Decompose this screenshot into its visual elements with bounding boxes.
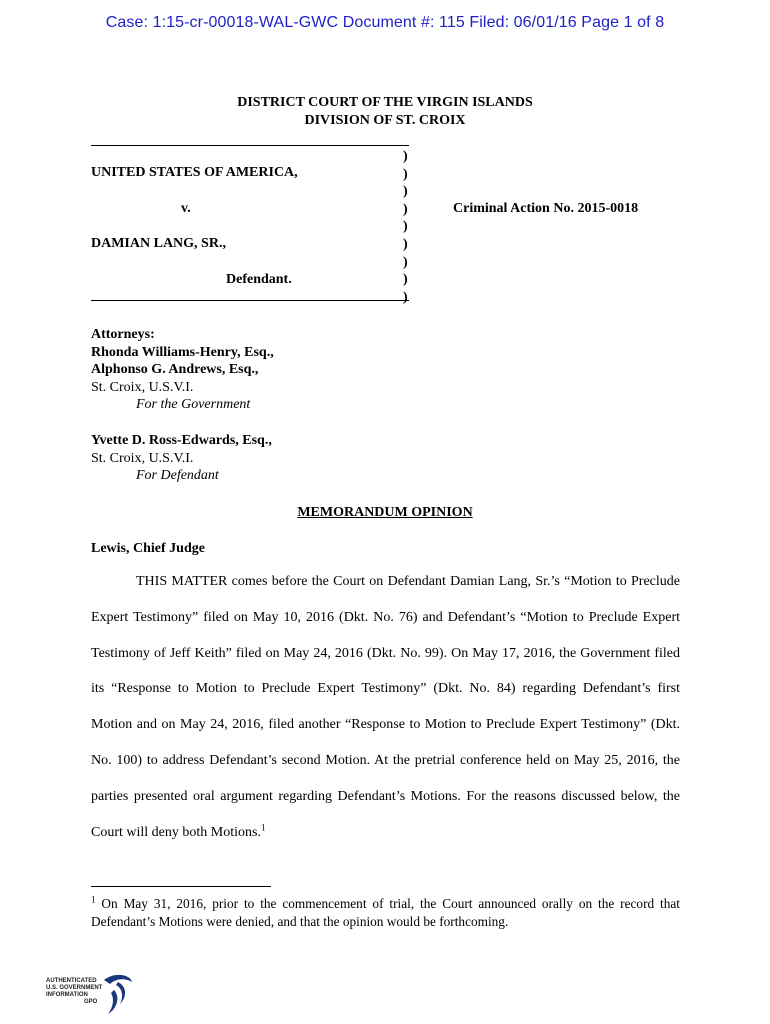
gpo-authentication-logo bbox=[44, 972, 134, 1018]
attorney-name: Alphonso G. Andrews, Esq., bbox=[91, 362, 259, 377]
caption-defendant-role: Defendant. bbox=[226, 272, 292, 287]
case-stamp: Case: 1:15-cr-00018-WAL-GWC Document #: 115 Filed: 06/01/16 Page 1 of 8 bbox=[105, 14, 665, 31]
attorney-name: Rhonda Williams-Henry, Esq., bbox=[91, 344, 274, 360]
case-number: Criminal Action No. 2015-0018 bbox=[453, 201, 639, 216]
attorney-name: Yvette D. Ross-Edwards, Esq., bbox=[91, 433, 272, 448]
court-division: DIVISION OF ST. CROIX bbox=[304, 113, 466, 128]
government-attorneys bbox=[91, 326, 274, 414]
footnote-text: On May 31, 2016, prior to the commencement of trial, the Court announced orally on the record that Defendant’s Motions were denied, and that the opinion would be forthcoming. bbox=[91, 896, 680, 929]
caption-versus: v. bbox=[181, 201, 191, 216]
attorney-role: For Defendant bbox=[136, 468, 219, 483]
court-name: DISTRICT COURT OF THE VIRGIN ISLANDS bbox=[237, 95, 533, 110]
logo-gpo-text: GPO bbox=[84, 999, 98, 1005]
attorneys-heading: Attorneys: bbox=[91, 327, 155, 342]
opinion-paragraph: THIS MATTER comes before the Court on Defendant Damian Lang, Sr.’s “Motion to Preclude Expert Testimony” filed on May 10, 2016 (Dkt. No. 76) and Defendant’s “Motion to Preclude Expert Testimony of Jeff Keith” filed on May 24, 2016 (Dkt. No. 99). On May 17, 2016, the Government filed its “Response to Motion to Preclude Expert Testimony” (Dkt. No. 84) regarding Defendant’s first Motion and on May 24, 2016, filed another “Response to Motion to Preclude Expert Testimony” (Dkt. No. 100) to address Defendant’s second Motion. At the pretrial conference held on May 25, 2016, the parties presented oral argument regarding Defendant’s Motions. For the reasons discussed below, the Court will deny both Motions.$^1$ bbox=[91, 574, 680, 840]
footnote bbox=[91, 895, 680, 931]
caption-defendant: DAMIAN LANG, SR., bbox=[91, 236, 226, 251]
attorney-role: For the Government bbox=[136, 397, 251, 412]
gpo-eagle-icon bbox=[100, 972, 134, 1018]
defense-attorney bbox=[91, 432, 272, 485]
caption-top-rule bbox=[91, 145, 409, 146]
attorney-location: St. Croix, U.S.V.I. bbox=[91, 379, 194, 395]
footnote-rule bbox=[91, 886, 271, 887]
memo-title: MEMORANDUM OPINION bbox=[297, 505, 473, 520]
footnote-ref[interactable]: 1 bbox=[260, 821, 266, 832]
caption-bottom-rule bbox=[91, 300, 409, 301]
caption-plaintiff: UNITED STATES OF AMERICA, bbox=[91, 165, 298, 180]
opinion-body bbox=[91, 564, 680, 850]
attorney-location: St. Croix, U.S.V.I. bbox=[91, 450, 194, 466]
footnote-number: 1 bbox=[91, 894, 96, 905]
judge-name: Lewis, Chief Judge bbox=[91, 541, 205, 556]
caption-parentheses: ) ) ) ) ) ) ) ) ) bbox=[403, 149, 408, 305]
logo-text: AUTHENTICATED U.S. GOVERNMENT INFORMATION bbox=[46, 978, 103, 998]
court-header bbox=[0, 94, 770, 130]
